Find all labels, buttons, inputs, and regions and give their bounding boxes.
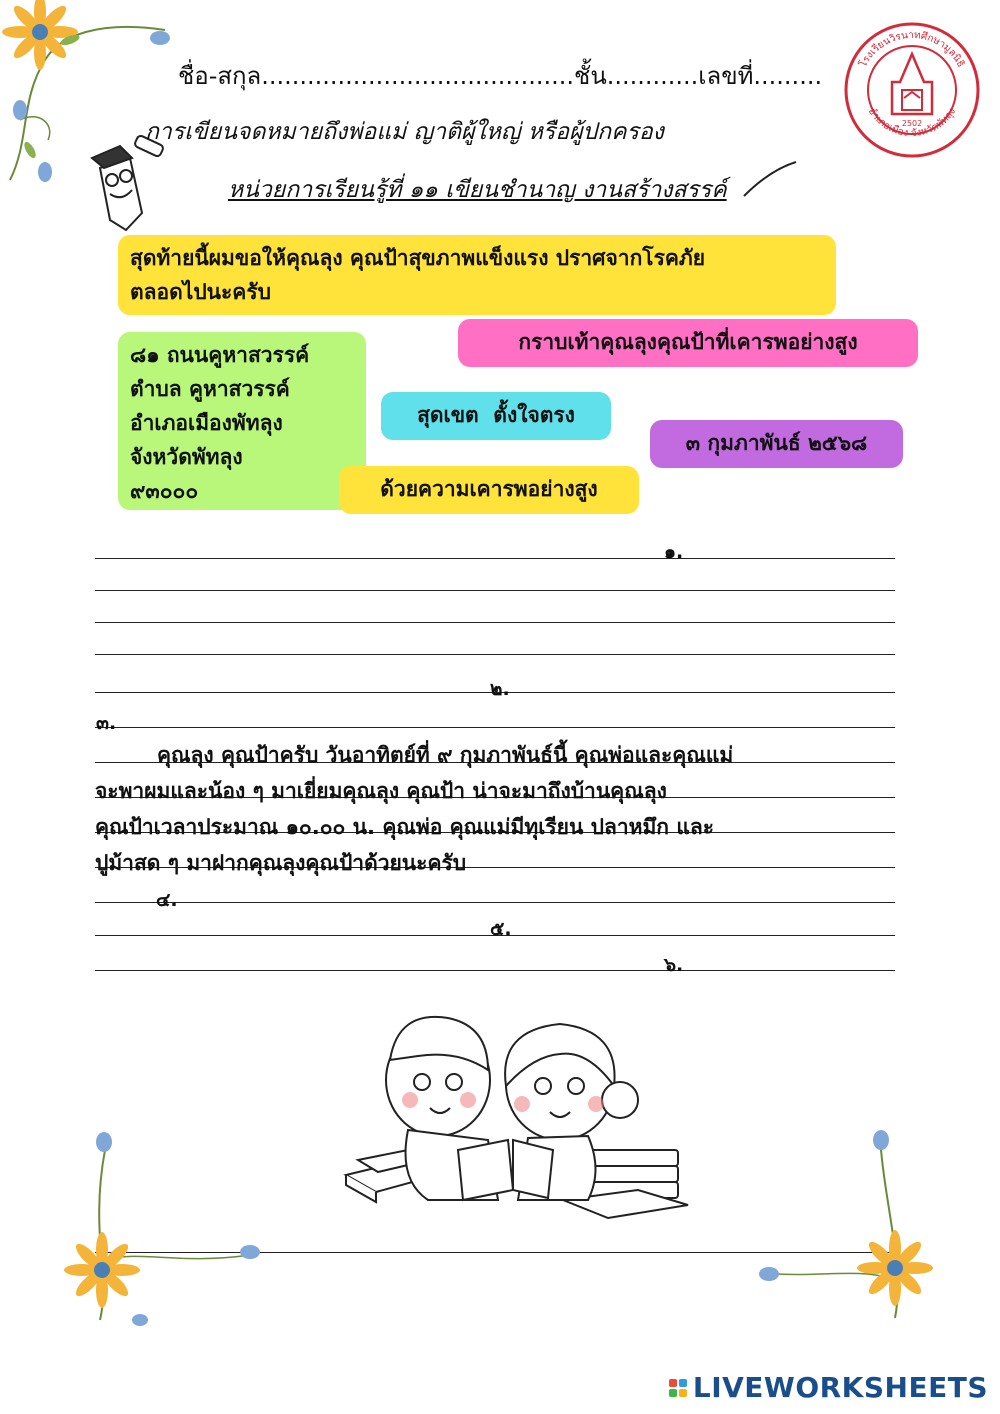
date-card[interactable] [650, 420, 903, 468]
closing-card[interactable] [339, 466, 639, 514]
blank-number-6: ๖. [664, 954, 684, 976]
closing-wish-line-1: สุดท้ายนี้ผมขอให้คุณลุง คุณป้าสุขภาพแข็งแรง ปราศจากโรคภัย [130, 246, 706, 270]
address-line-4: จังหวัดพัทลุง [130, 445, 243, 469]
closing-wish-card[interactable] [118, 235, 836, 315]
brand-text: LIVEWORKSHEETS [692, 1371, 988, 1404]
address-line-1: ๘๑ ถนนคูหาสวรรค์ [130, 343, 310, 367]
underline-flourish [740, 160, 800, 200]
blank-number-4: ๔. [156, 889, 178, 911]
address-card[interactable] [118, 332, 366, 510]
mark-square-2 [679, 1379, 687, 1387]
mark-square-4 [679, 1389, 687, 1397]
unit-subtitle: หน่วยการเรียนรู้ที่ ๑๑ เขียนชำนาญ งานสร้างสรรค์ [228, 177, 727, 203]
seal-year: 2502 [901, 119, 923, 128]
blank-number-5: ๕. [490, 918, 512, 940]
answer-line[interactable] [95, 727, 895, 728]
seal-bottom-text: อำเภอเมือง จังหวัดพัทลุง [865, 106, 959, 140]
address-line-5: ๙๓๐๐๐ [130, 479, 199, 503]
answer-line[interactable] [95, 622, 895, 623]
letter-body-line-4: ปูม้าสด ๆ มาฝากคุณลุงคุณป้าด้วยนะครับ [95, 851, 467, 875]
student-info-line: ชื่อ-สกุล.........................................ชั้น............เลขที่......... [178, 62, 823, 90]
seal-top-text: โรงเรียนวิรนาทศึกษามูลนิธิ [857, 29, 967, 70]
closing-text: ด้วยความเคารพอย่างสูง [380, 477, 598, 501]
answer-line[interactable] [95, 654, 895, 655]
flower-decoration-bottom-left [60, 1130, 270, 1330]
blank-number-1: ๑. [664, 541, 684, 563]
signature-card[interactable] [381, 392, 611, 440]
answer-line[interactable] [95, 970, 895, 971]
mark-square-1 [669, 1379, 677, 1387]
greeting-card[interactable] [458, 319, 918, 367]
blank-number-3: ๓. [96, 712, 117, 734]
date-text: ๓ กุมภาพันธ์ ๒๕๖๘ [685, 431, 868, 455]
letter-body-line-2: จะพาผมและน้อง ๆ มาเยี่ยมคุณลุง คุณป้า น่าจะมาถึงบ้านคุณลุง [95, 779, 667, 803]
letter-body-line-3: คุณป้าเวลาประมาณ ๑๐.๐๐ น. คุณพ่อ คุณแม่มีทุเรียน ปลาหมึก และ [95, 815, 715, 839]
blank-number-2: ๒. [490, 678, 510, 700]
flower-decoration-bottom-right [755, 1128, 955, 1328]
school-seal-logo [842, 20, 982, 160]
signature-text: สุดเขต ตั้งใจตรง [417, 403, 575, 427]
liveworksheets-logo[interactable] [669, 1371, 988, 1404]
liveworksheets-mark-icon [669, 1379, 687, 1397]
letter-body-line-1: คุณลุง คุณป้าครับ วันอาทิตย์ที่ ๙ กุมภาพันธ์นี้ คุณพ่อและคุณแม่ [157, 743, 734, 767]
answer-line[interactable] [95, 558, 895, 559]
closing-wish-line-2: ตลอดไปนะครับ [130, 280, 271, 304]
children-reading-icon [338, 1000, 698, 1230]
answer-line[interactable] [95, 590, 895, 591]
answer-line[interactable] [95, 902, 895, 903]
letter-body [95, 737, 900, 881]
greeting-text: กราบเท้าคุณลุงคุณป้าที่เคารพอย่างสูง [518, 330, 858, 354]
worksheet-title: การเขียนจดหมายถึงพ่อแม่ ญาติผู้ใหญ่ หรือผู้ปกครอง [145, 119, 664, 145]
mark-square-3 [669, 1389, 677, 1397]
address-line-2: ตำบล คูหาสวรรค์ [130, 377, 290, 401]
address-line-3: อำเภอเมืองพัทลุง [130, 411, 283, 435]
